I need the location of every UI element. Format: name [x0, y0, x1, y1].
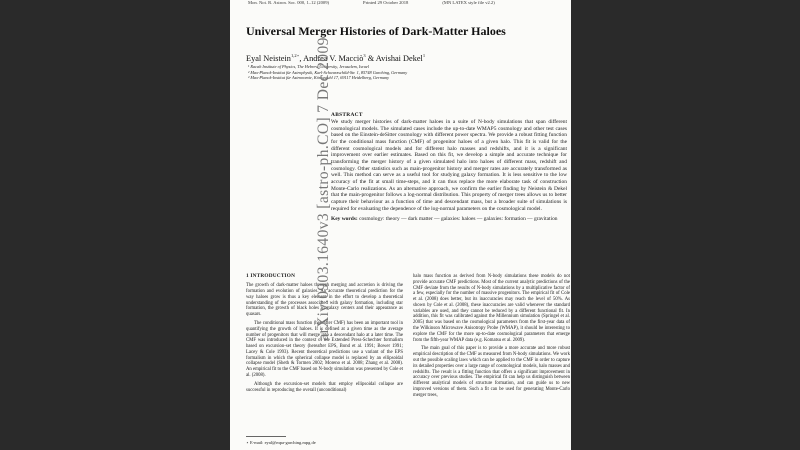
abstract-heading: ABSTRACT [331, 112, 363, 118]
paragraph: Although the excursion-set models that employ ellipsoidal collapse are successful in reproducing the overall (unconditional) [246, 381, 403, 393]
author-superscript: 1 [422, 53, 426, 58]
paragraph: halo mass function as derived from N-body simulations these models do not provide accurate CMF predictions. Most of the current analytic predictions of the CMF deviate from the results of N-body simulations by a multiplicative factor of a few, especially for the number of massive progenitors. The empirical fit of Cole et al. (2008) does better, but its inaccuracies may reach the level of 50%. As shown by Cole et al. (2008), these inaccuracies are valid whenever the standard variables are used, and they cannot be reduced by a different functional fit. In addition, this fit was calibrated against the Millennium simulation (Springel et al. 2005) that was based on the cosmological parameters from the first-year data of the Wilkinson Microwave Anisotropy Probe (WMAP), it should be interesting to explore the CMF for the more up-to-date cosmological parameters that emerge from the fifth-year WMAP data (e.g. Komatsu et al. 2009). [413, 274, 570, 343]
viewer-background-left [0, 0, 230, 450]
printed-date: Printed 29 October 2018 [363, 0, 409, 5]
paper-title: Universal Merger Histories of Dark-Matter Haloes [246, 24, 506, 38]
right-column [413, 274, 570, 401]
abstract-text: We study merger histories of dark-matter haloes in a suite of N-body simulations that span different cosmological models. The simulated cases include the up-to-date WMAP5 cosmology and other test cases based on the Einstein-deSitter cosmology with different power spectra. We provide a robust fitting function for the conditional mass function (CMF) of progenitor haloes of a given halo. This fit is valid for the different cosmological models and for different halo masses and redshifts, and it is a significant improvement over earlier estimates. Based on this fit, we develop a simple and accurate technique for transforming the merger history of a given simulated halo into haloes of different mass, redshift and cosmology. Other statistics such as main-progenitor history and merger rates are accurately transformed as well. This method can serve as a useful tool for studying galaxy formation. It is less sensitive to the low accuracy of the fit at small time-steps, and it can thus replace the more elaborate task of construction Monte-Carlo realizations. As an alternative approach, we confirm the earlier finding by Neistein & Dekel that the main-progenitor follows a log-normal distribution. This property of merger trees allows us to better capture their behaviour as a function of time and descendant mass, but a broader suite of simulations is required for evaluating the dependence of the log-normal parameters on the cosmological model. [331, 119, 567, 212]
author-superscript: 1,2⋆ [290, 53, 300, 58]
author-name: , Andrea V. Macciò [299, 53, 364, 63]
author-name: & Avishai Dekel [365, 53, 423, 63]
affiliations [248, 64, 568, 81]
section-heading: 1 INTRODUCTION [246, 273, 296, 279]
arxiv-identifier-stamp: arXiv:0903.1640v3 [astro-ph.CO] 7 Dec 2009 [314, 37, 332, 341]
affiliation-line: ² Max-Planck-Institut für Astrophysik, Karl-Schwarzschild-Str. 1, 85748 Garching, Germany [248, 69, 408, 75]
paragraph: The growth of dark-matter haloes through merging and accretion is driving the formation and evolution of galaxies. An accurate theoretical prediction for the way haloes grow is thus a key element in the effort to develop a theoretical understanding of the processes associated with galaxy formation, including star formation, the growth of black holes in galaxy centers and their appearance as quasars. [246, 283, 403, 318]
document-page [230, 0, 571, 450]
style-file: (MN LATEX style file v2.2) [442, 0, 495, 5]
affiliation-line: ¹ Racah Institute of Physics, The Hebrew University, Jerusalem, Israel [248, 64, 369, 69]
footnote: ⋆ E-mail: eyal@mpa-garching.mpg.de [246, 440, 316, 445]
author-superscript: 3 [363, 53, 366, 58]
keywords-text: cosmology: theory — dark matter — galaxies: haloes — galaxies: formation — gravitation [357, 216, 558, 223]
paragraph: The main goal of this paper is to provide a more accurate and more robust empirical description of the CMF as measured from N-body simulations. We work out the possible scaling laws which can be applied to the CMF in order to capture its detailed properties over a large range of cosmological models, halo masses and redshifts. The result is a fitting function that offers a significant improvement in accuracy over previous studies. The empirical fit can help us distinguish between different analytical models of structure formation, and can guide us to new improved versions of them. Such a fit can be used for generating Monte-Carlo merger trees, [413, 346, 570, 398]
affiliation-line: ³ Max-Planck-Institut für Astronomie, Königstuhl 17, 69117 Heidelberg, Germany [248, 75, 390, 81]
keywords [331, 216, 567, 223]
abstract-section [331, 112, 567, 223]
paragraph: The conditional mass function (hereafter CMF) has been an important tool in quantifying the growth of haloes. It is defined at a given time as the average number of progenitors that will merge into a descendant halo at a later time. The CMF was introduced in the context of the Extended Press-Schechter formalism based on excursion-set theory (hereafter EPS, Bond et al. 1991; Bower 1991; Lacey & Cole 1993). Recent theoretical predictions use a variant of the EPS formalism in which the spherical collapse model is replaced by an ellipsoidal collapse model (Sheth & Tormen 2002; Moreno et al. 2008; Zhang et al. 2008). An empirical fit to the CMF based on N-body simulation was presented by Cole et al. (2008). [246, 320, 403, 378]
viewer-background-right [571, 0, 800, 450]
author-name: Eyal Neistein [246, 53, 291, 63]
footnote-divider [246, 436, 286, 437]
journal-reference: Mon. Not. R. Astron. Soc. 000, 1–12 (2009) [248, 0, 330, 5]
running-header [248, 0, 565, 5]
author-list [246, 53, 566, 63]
keywords-label: Key words: [331, 216, 358, 223]
